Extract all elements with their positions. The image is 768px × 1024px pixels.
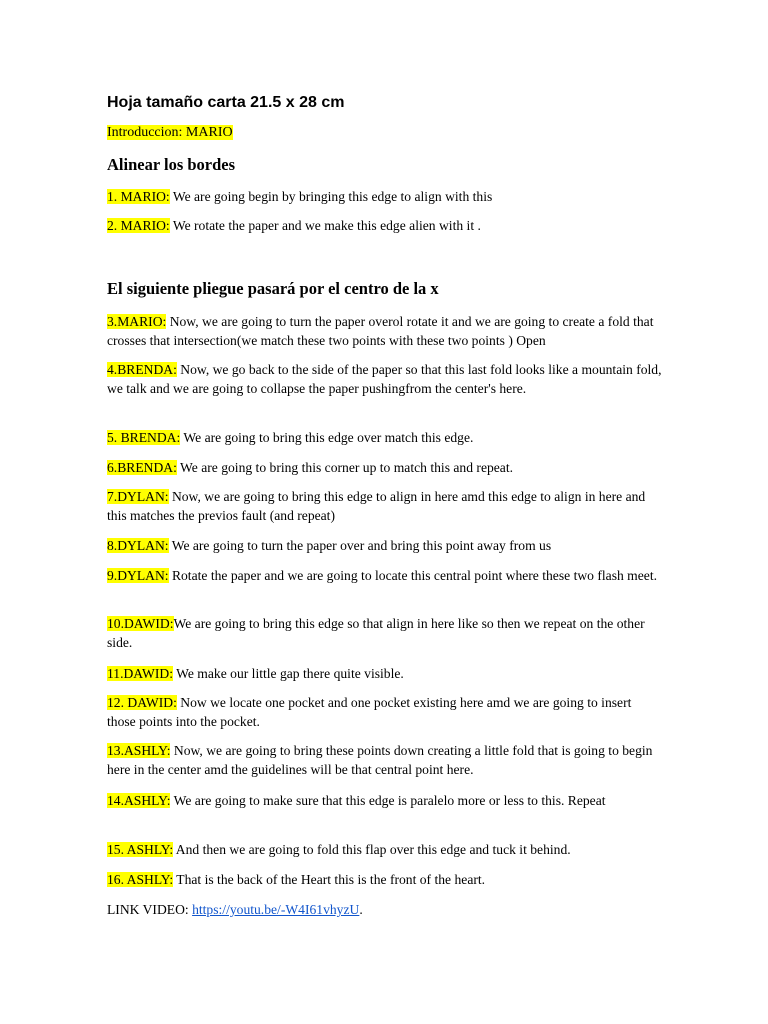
step-text: Now, we go back to the side of the paper so that this last fold looks like a mountain fold, we talk and we are going to collapse the paper pushingfrom the center's here. xyxy=(107,362,662,396)
step-1 xyxy=(107,187,662,206)
step-speaker: 2. MARIO: xyxy=(107,218,170,233)
intro-line xyxy=(107,124,233,142)
section-heading-align-edges: Alinear los bordes xyxy=(107,155,236,174)
step-speaker: 14.ASHLY: xyxy=(107,793,171,808)
intro-highlight: Introduccion: MARIO xyxy=(107,125,233,140)
step-text: We are going to bring this corner up to match this and repeat. xyxy=(176,460,514,475)
step-speaker: 8.DYLAN: xyxy=(107,538,169,553)
step-6 xyxy=(107,458,662,477)
step-speaker: 7.DYLAN: xyxy=(107,489,169,504)
step-speaker: 13.ASHLY: xyxy=(107,743,171,758)
step-text: We are going to turn the paper over and bring this point away from us xyxy=(168,538,552,553)
step-text: Now, we are going to bring these points down creating a little fold that is going to begin here in the center amd the guidelines will be that central point here. xyxy=(107,743,653,777)
step-13 xyxy=(107,741,662,779)
step-text: Now we locate one pocket and one pocket existing here amd we are going to insert those points into the pocket. xyxy=(107,695,632,729)
step-2 xyxy=(107,216,662,235)
step-9 xyxy=(107,566,662,585)
step-text: Now, we are going to turn the paper overol rotate it and we are going to create a fold that crosses that intersection(we match these two points with these two points ) Open xyxy=(107,314,654,348)
step-15 xyxy=(107,840,662,859)
step-speaker: 3.MARIO: xyxy=(107,314,167,329)
step-speaker: 15. ASHLY: xyxy=(107,842,174,857)
video-link[interactable]: https://youtu.be/-W4I61vhyzU xyxy=(192,902,360,917)
step-speaker: 11.DAWID: xyxy=(107,666,173,681)
step-8 xyxy=(107,536,662,555)
step-speaker: 5. BRENDA: xyxy=(107,430,181,445)
step-5 xyxy=(107,428,662,447)
step-text: We make our little gap there quite visible. xyxy=(172,666,404,681)
step-text: And then we are going to fold this flap over this edge and tuck it behind. xyxy=(173,842,571,857)
step-4 xyxy=(107,360,662,398)
step-text: That is the back of the Heart this is the front of the heart. xyxy=(173,872,486,887)
step-speaker: 4.BRENDA: xyxy=(107,362,177,377)
step-text: Rotate the paper and we are going to locate this central point where these two flash meet. xyxy=(168,568,657,583)
step-16 xyxy=(107,870,662,889)
video-link-trailing: . xyxy=(359,902,363,917)
step-text: We are going to bring this edge over match this edge. xyxy=(180,430,474,445)
step-11 xyxy=(107,664,662,683)
video-link-label: LINK VIDEO: xyxy=(107,902,193,917)
step-text: Now, we are going to bring this edge to align in here amd this edge to align in here and this matches the previos fault (and repeat) xyxy=(107,489,646,523)
step-7 xyxy=(107,487,662,525)
step-text: We are going begin by bringing this edge to align with this xyxy=(169,189,493,204)
step-speaker: 10.DAWID: xyxy=(107,616,174,631)
step-text: We are going to make sure that this edge is paralelo more or less to this. Repeat xyxy=(170,793,606,808)
section-heading-center-fold: El siguiente pliegue pasará por el centro de la x xyxy=(107,279,439,298)
step-speaker: 1. MARIO: xyxy=(107,189,170,204)
step-speaker: 12. DAWID: xyxy=(107,695,177,710)
page-title: Hoja tamaño carta 21.5 x 28 cm xyxy=(107,94,345,111)
video-link-line xyxy=(107,900,363,919)
step-speaker: 9.DYLAN: xyxy=(107,568,169,583)
step-text: We rotate the paper and we make this edge alien with it . xyxy=(169,218,481,233)
step-speaker: 6.BRENDA: xyxy=(107,460,177,475)
step-speaker: 16. ASHLY: xyxy=(107,872,174,887)
step-10 xyxy=(107,614,662,652)
step-3 xyxy=(107,312,662,350)
step-text: We are going to bring this edge so that align in here like so then we repeat on the other side. xyxy=(107,616,645,650)
step-12 xyxy=(107,693,662,731)
step-14 xyxy=(107,791,662,810)
